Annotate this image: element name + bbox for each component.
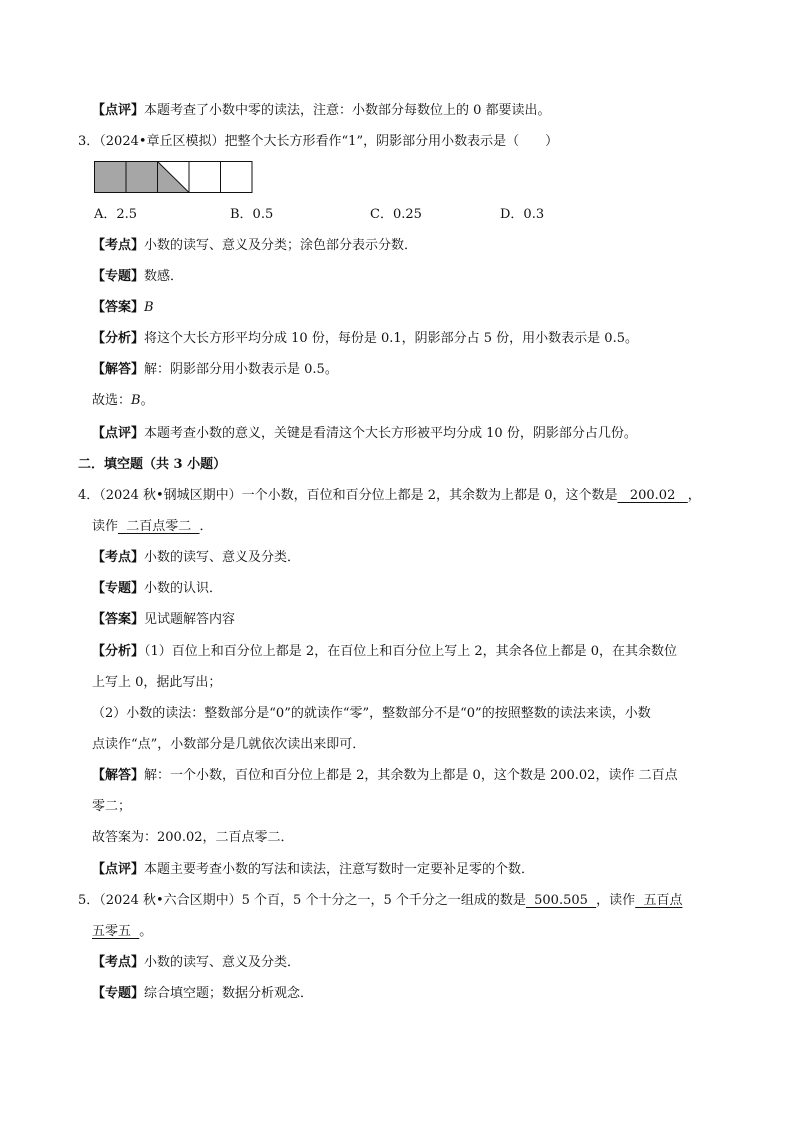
- q5-stem-mid: ，读作: [596, 893, 636, 908]
- zhuanti-text: 数感．: [144, 269, 184, 284]
- answer-tag: 【答案】: [92, 612, 145, 627]
- section-heading: 二．填空题（共 3 小题）: [78, 457, 227, 472]
- q4-fenxi-line2: 上写上 0，据此写出；: [92, 675, 222, 690]
- rectangle-figure: [94, 161, 254, 194]
- dianping-text: 本题考查小数的意义，关键是看清这个大长方形被平均分成 10 份，阴影部分占几份。: [144, 426, 637, 441]
- q5-answer-blank-2b: 五零五: [92, 924, 140, 939]
- jieda-text: 解：阴影部分用小数表示是 0.5。: [144, 362, 338, 377]
- kaodian-text: 小数的读写、意义及分类．: [144, 955, 301, 970]
- q5-kaodian: [92, 955, 300, 971]
- q5-answer-blank-2a: 五百点: [635, 893, 683, 908]
- zhuanti-text: 综合填空题；数据分析观念．: [144, 986, 314, 1001]
- q4-read-label: 读作: [92, 519, 119, 534]
- q4-kaodian: [92, 550, 300, 566]
- q3-kaodian: [92, 238, 417, 254]
- zhuanti-tag: 【专题】: [92, 581, 145, 596]
- question-5-stem-line1: [78, 893, 682, 909]
- jieda-tag: 【解答】: [92, 768, 145, 783]
- zhuanti-text: 小数的认识．: [144, 581, 223, 596]
- q5-zhuanti: [92, 986, 313, 1002]
- q4-final-answer: 故答案为：200.02，二百点零二．: [92, 830, 294, 845]
- q4-zhuanti: [92, 581, 222, 597]
- choice-b: B．0.5: [230, 207, 274, 222]
- cell-5: [221, 162, 253, 193]
- q4-fenxi-line1: [92, 644, 677, 660]
- dianping-tag: 【点评】: [92, 862, 145, 877]
- answer-tag: 【答案】: [92, 300, 145, 315]
- question-4-stem-line2: [92, 519, 213, 535]
- select-answer: B: [131, 393, 141, 408]
- q4-answer-blank-1: 200.02: [617, 488, 688, 503]
- cell-1-shaded: [95, 162, 127, 193]
- kaodian-text: 小数的读写、意义及分类；涂色部分表示分数．: [144, 238, 418, 253]
- question-3-stem: 3．（2024•章丘区模拟）把整个大长方形看作“1”，阴影部分用小数表示是（ ）: [78, 134, 559, 149]
- q3-fenxi: [92, 331, 638, 347]
- kaodian-tag: 【考点】: [92, 955, 145, 970]
- choice-c: C．0.25: [370, 207, 422, 222]
- q2-comment: [92, 103, 551, 119]
- answer-text: 见试题解答内容: [144, 612, 236, 627]
- comment-text: 本题考查了小数中零的读法，注意：小数部分每数位上的 0 都要读出。: [144, 103, 551, 118]
- zhuanti-tag: 【专题】: [92, 986, 145, 1001]
- dianping-tag: 【点评】: [92, 426, 145, 441]
- fenxi-text: （1）百位上和百分位上都是 2，在百位上和百分位上写上 2，其余各位上都是 0，在其余数位: [144, 644, 677, 659]
- q3-dianping: [92, 426, 637, 442]
- q3-jieda: [92, 362, 338, 378]
- choice-a: A．2.5: [94, 207, 138, 222]
- q3-answer: [92, 300, 154, 316]
- comment-tag: 【点评】: [92, 103, 145, 118]
- cell-2-shaded: [126, 162, 158, 193]
- zhuanti-tag: 【专题】: [92, 269, 145, 284]
- cell-4: [189, 162, 221, 193]
- question-4-stem-line1: [78, 488, 701, 504]
- q3-zhuanti: [92, 269, 183, 285]
- fenxi-text: 将这个大长方形平均分成 10 份，每份是 0.1，阴影部分占 5 份，用小数表示是 0.5。: [144, 331, 638, 346]
- kaodian-tag: 【考点】: [92, 550, 145, 565]
- q4-jieda-line2: 零二；: [92, 799, 132, 814]
- q4-jieda-line1: [92, 768, 678, 784]
- q4-answer: [92, 612, 235, 628]
- q4-dianping: [92, 862, 534, 878]
- jieda-text: 解：一个小数，百位和百分位上都是 2，其余数为上都是 0，这个数是 200.02，读作 二百点: [144, 768, 678, 783]
- q4-stem-text: 4．（2024 秋•钢城区期中）一个小数，百位和百分位上都是 2，其余数为上都是 0，这个数是: [78, 488, 618, 503]
- kaodian-tag: 【考点】: [92, 238, 145, 253]
- q4-stem-end: ．: [199, 519, 213, 534]
- q5-stem-end: 。: [139, 924, 153, 939]
- q5-answer-blank-1: 500.505: [525, 893, 597, 908]
- q4-fenxi-line4: 点读作“点”，小数部分是几就依次读出来即可．: [92, 737, 366, 752]
- select-post: 。: [140, 393, 154, 408]
- q4-fenxi-line3: （2）小数的读法：整数部分是“0”的就读作“零”，整数部分不是“0”的按照整数的读法来读，小数: [92, 706, 651, 721]
- dianping-text: 本题主要考查小数的写法和读法，注意写数时一定要补足零的个数．: [144, 862, 535, 877]
- choice-d: D．0.3: [500, 207, 545, 222]
- fenxi-tag: 【分析】: [92, 331, 145, 346]
- jieda-tag: 【解答】: [92, 362, 145, 377]
- fenxi-tag: 【分析】: [92, 644, 145, 659]
- q4-answer-blank-2: 二百点零二: [118, 519, 200, 534]
- answer-text: B: [144, 300, 154, 315]
- q3-select: [92, 393, 154, 409]
- question-5-stem-line2: [92, 924, 152, 940]
- kaodian-text: 小数的读写、意义及分类．: [144, 550, 301, 565]
- q4-stem-punct: ，: [687, 488, 701, 503]
- q5-stem-text: 5．（2024 秋•六合区期中）5 个百，5 个十分之一，5 个千分之一组成的数是: [78, 893, 526, 908]
- select-pre: 故选：: [92, 393, 132, 408]
